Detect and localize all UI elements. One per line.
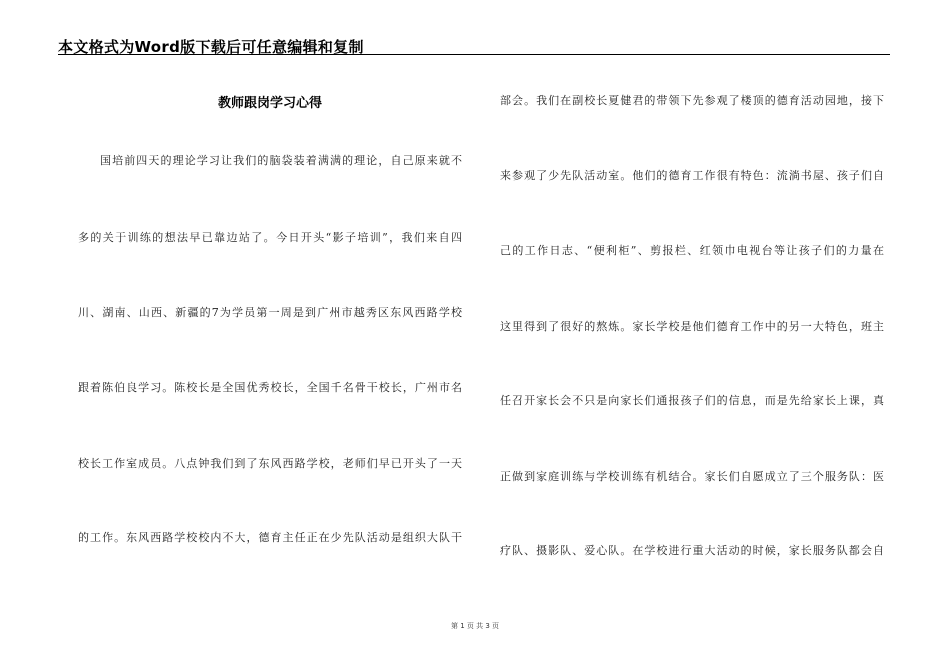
text-line: 正做到家庭训练与学校训练有机结合。家长们自愿成立了三个服务队：医 <box>500 470 884 483</box>
text-line: 川、湖南、山西、新疆的7为学员第一周是到广州市越秀区东风西路学校 <box>78 306 462 319</box>
header-title: 本文格式为Word版下载后可任意编辑和复制 <box>58 38 364 56</box>
text-line: 任召开家长会不只是向家长们通报孩子们的信息，而是先给家长上课，真 <box>500 394 884 407</box>
document-header <box>58 30 890 55</box>
text-line: 跟着陈伯良学习。陈校长是全国优秀校长，全国千名骨干校长，广州市名 <box>78 381 462 394</box>
text-line: 校长工作室成员。八点钟我们到了东风西路学校，老师们早已开头了一天 <box>78 457 462 470</box>
document-title: 教师跟岗学习心得 <box>217 96 322 111</box>
page-number: 第 1 页 共 3 页 <box>450 622 500 630</box>
text-line: 这里得到了很好的熬炼。家长学校是他们德育工作中的另一大特色，班主 <box>500 320 884 333</box>
text-line: 疗队、摄影队、爱心队。在学校进行重大活动的时候，家长服务队都会自 <box>500 544 884 557</box>
text-line: 多的关于训练的想法早已靠边站了。今日开头“影子培训”，我们来自四 <box>78 231 462 244</box>
left-column <box>78 80 462 580</box>
text-line: 部会。我们在副校长夏健君的带领下先参观了楼顶的德育活动园地，接下 <box>500 94 884 107</box>
text-line: 来参观了少先队活动室。他们的德育工作很有特色：流淌书屋、孩子们自 <box>500 169 884 182</box>
text-line: 国培前四天的理论学习让我们的脑袋装着满满的理论，自己原来就不 <box>100 154 462 167</box>
text-line: 的工作。东风西路学校校内不大，德育主任正在少先队活动是组织大队干 <box>78 531 462 544</box>
right-column <box>500 80 884 580</box>
text-line: 己的工作日志、“便利柜”、剪报栏、红领巾电视台等让孩子们的力量在 <box>500 244 884 257</box>
